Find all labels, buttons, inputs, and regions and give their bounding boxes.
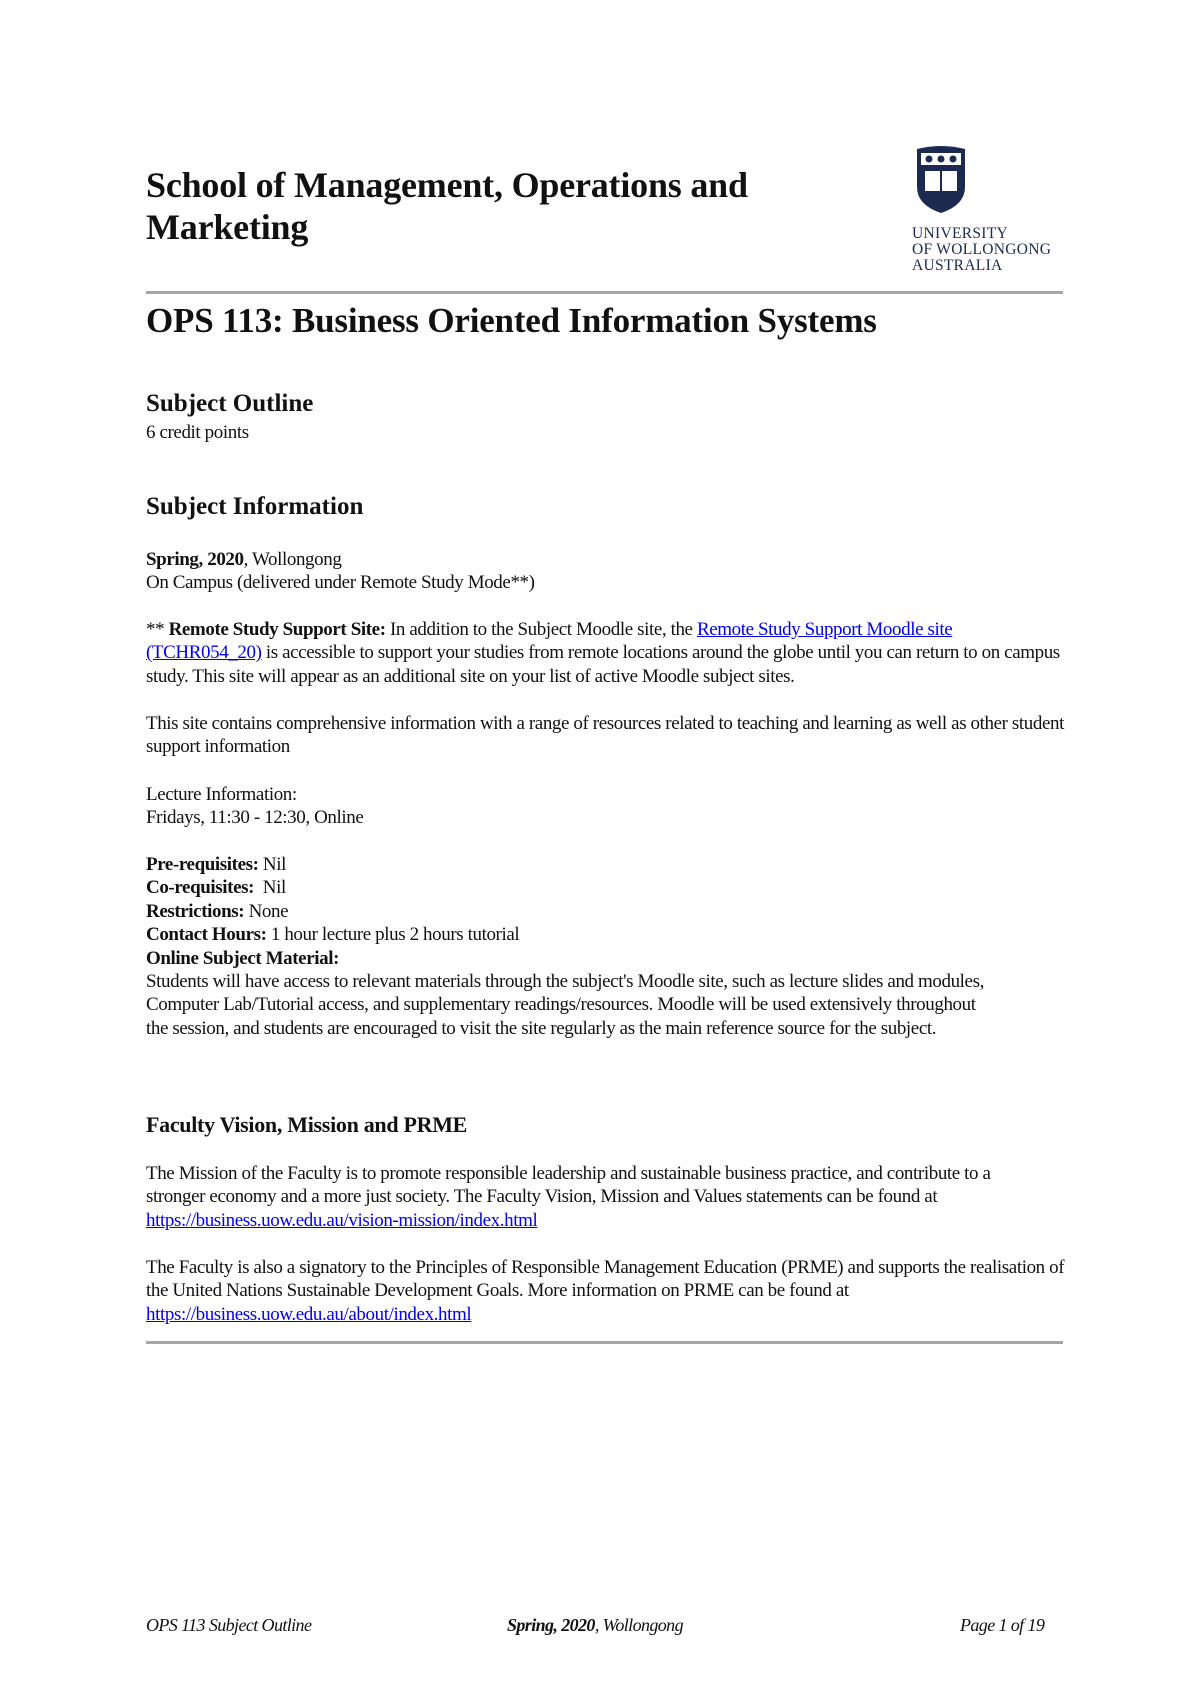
lecture-info [146, 783, 1066, 830]
logo-line: UNIVERSITY [912, 225, 1008, 242]
subject-outline-heading: Subject Outline [146, 390, 314, 417]
school-title [146, 164, 748, 248]
subject-information-heading: Subject Information [146, 493, 364, 520]
prereq-value: Nil [258, 854, 286, 875]
credit-points: 6 credit points [146, 422, 249, 443]
logo-line: OF WOLLONGONG [912, 241, 1052, 258]
lecture-time: Fridays, 11:30 - 12:30, Online [146, 807, 364, 829]
session-info [146, 548, 1066, 595]
footer-center [507, 1615, 683, 1636]
restrictions-label: Restrictions: [146, 900, 245, 922]
page-number: Page 1 of 19 [960, 1615, 1045, 1635]
contact-value: 1 hour lecture plus 2 hours tutorial [266, 924, 520, 946]
coreq-value: Nil [254, 877, 286, 899]
subject-title: OPS 113: Business Oriented Information Systems [146, 301, 877, 340]
footer-divider [146, 1341, 1063, 1344]
asterisks: ** [146, 619, 169, 640]
remote-text: is accessible to support your studies from remote locations around the globe until you can return to on campus study. This site will appear as an additional site on your list of active Moodle subject sites. [146, 642, 1060, 687]
site-contains-paragraph: This site contains comprehensive information with a range of resources related to teaching and learning as well as other student support information [146, 713, 1065, 758]
online-material-label: Online Subject Material: [146, 947, 340, 969]
school-title-line1: School of Management, Operations and [146, 165, 748, 205]
coreq-label: Co-requisites: [146, 877, 255, 899]
footer-location: , Wollongong [594, 1615, 683, 1635]
logo-line: AUSTRALIA [912, 257, 1003, 274]
session-bold: Spring, 2020 [146, 549, 244, 570]
remote-study-support-link[interactable]: Remote Study Support Moodle site (TCHR054_20) [146, 619, 953, 664]
vision-mission-link[interactable]: https://business.uow.edu.au/vision-mission/index.html [146, 1209, 538, 1231]
header-divider [146, 291, 1063, 294]
logo-text [912, 226, 1051, 274]
footer-session: Spring, 2020 [507, 1615, 595, 1635]
lecture-label: Lecture Information: [146, 784, 297, 805]
school-title-line2: Marketing [146, 207, 309, 247]
footer-left: OPS 113 Subject Outline [146, 1615, 312, 1635]
faculty-heading: Faculty Vision, Mission and PRME [146, 1112, 468, 1137]
requirements [146, 853, 1066, 1040]
faculty-prme-paragraph [146, 1256, 1066, 1326]
remote-text: In addition to the Subject Moodle site, the [385, 619, 697, 640]
about-link[interactable]: https://business.uow.edu.au/about/index.html [146, 1303, 472, 1325]
restrictions-value: None [244, 900, 289, 922]
prereq-label: Pre-requisites: [146, 854, 259, 875]
contact-label: Contact Hours: [146, 924, 267, 946]
delivery-mode: On Campus (delivered under Remote Study Mode**) [146, 572, 535, 594]
remote-study-paragraph [146, 618, 1066, 688]
online-material-text: Students will have access to relevant materials through the subject's Moodle site, such as lecture slides and modules, Computer Lab/Tutorial access, and supplementary readings/resources. Moodle will be used extensively throughout the session, and students are encouraged to visit the site regularly as the main reference source for the subject. [146, 971, 984, 1039]
mission-text: The Mission of the Faculty is to promote responsible leadership and sustainable business practice, and contribute to a stronger economy and a more just society. The Faculty Vision, Mission and Values statements can be found at [146, 1163, 991, 1208]
remote-label: Remote Study Support Site: [168, 619, 386, 640]
uow-crest-icon [914, 145, 968, 215]
prme-text: The Faculty is also a signatory to the Principles of Responsible Management Education (PRME) and supports the realisation of the United Nations Sustainable Development Goals. More information on PRME can be found at [146, 1257, 1065, 1302]
uow-logo [912, 145, 1051, 274]
faculty-mission-paragraph [146, 1162, 1051, 1232]
session-location: , Wollongong [243, 549, 342, 570]
